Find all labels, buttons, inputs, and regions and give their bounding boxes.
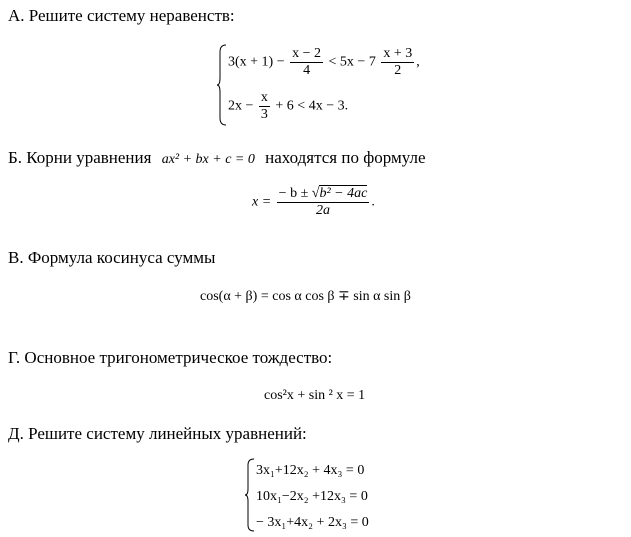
formula-num-pre: − b ± [278, 186, 309, 201]
section-v-heading: В. Формула косинуса суммы [8, 248, 216, 267]
formula-numerator [277, 186, 370, 203]
eq2-frac-numerator: x [260, 90, 268, 105]
formula-radicand: b² − 4ac [319, 186, 368, 201]
eq1-fraction-2 [381, 46, 414, 79]
formula-end: . [371, 194, 375, 210]
inequality-1 [228, 46, 420, 79]
eq2-frac-denominator: 3 [260, 107, 268, 122]
eq2-post: + 6 < 4x − 3. [275, 98, 349, 114]
eq1-middle: < 5x − 7 [328, 54, 376, 70]
section-b-heading-tail: находятся по формуле [265, 148, 426, 167]
eq1-fraction-1 [290, 46, 323, 79]
eq1-end: , [416, 54, 420, 70]
linear-equation-row: 10x₁−2x₂ +12x₃ = 0 [256, 489, 368, 504]
eq1-frac2-denominator: 2 [394, 63, 402, 78]
formula-denominator: 2a [315, 203, 330, 218]
section-a-heading: А. Решите систему неравенств: [8, 6, 235, 25]
inequality-2 [228, 90, 348, 123]
linear-equation-row: 3x₁+12x₂ + 4x₃ = 0 [256, 463, 365, 478]
trig-identity-formula: cos²x + sin ² x = 1 [264, 388, 366, 403]
eq2-fraction [259, 90, 270, 123]
quadratic-formula [252, 186, 375, 219]
section-b-heading [8, 148, 426, 168]
linear-equation-row: − 3x₁+4x₂ + 2x₃ = 0 [256, 515, 369, 530]
eq1-lhs: 3(x + 1) − [228, 54, 285, 70]
eq1-frac1-numerator: x − 2 [292, 46, 322, 61]
section-b-heading-text: Б. Корни уравнения [8, 148, 152, 167]
system-brace-d [244, 458, 256, 532]
quadratic-equation: ax² + bx + c = 0 [161, 152, 255, 167]
eq1-frac2-numerator: x + 3 [383, 46, 413, 61]
section-g-heading: Г. Основное тригонометрическое тождество: [8, 348, 333, 367]
formula-fraction [277, 186, 370, 219]
system-brace-a [216, 44, 228, 126]
linear-system [256, 458, 369, 536]
formula-lhs: x = [252, 194, 272, 210]
eq1-frac1-denominator: 4 [303, 63, 311, 78]
cosine-sum-formula: cos(α + β) = cos α cos β ∓ sin α sin β [200, 289, 411, 304]
sqrt-symbol-icon: √ [311, 186, 320, 201]
eq2-pre: 2x − [228, 98, 254, 114]
section-d-heading: Д. Решите систему линейных уравнений: [8, 424, 307, 443]
